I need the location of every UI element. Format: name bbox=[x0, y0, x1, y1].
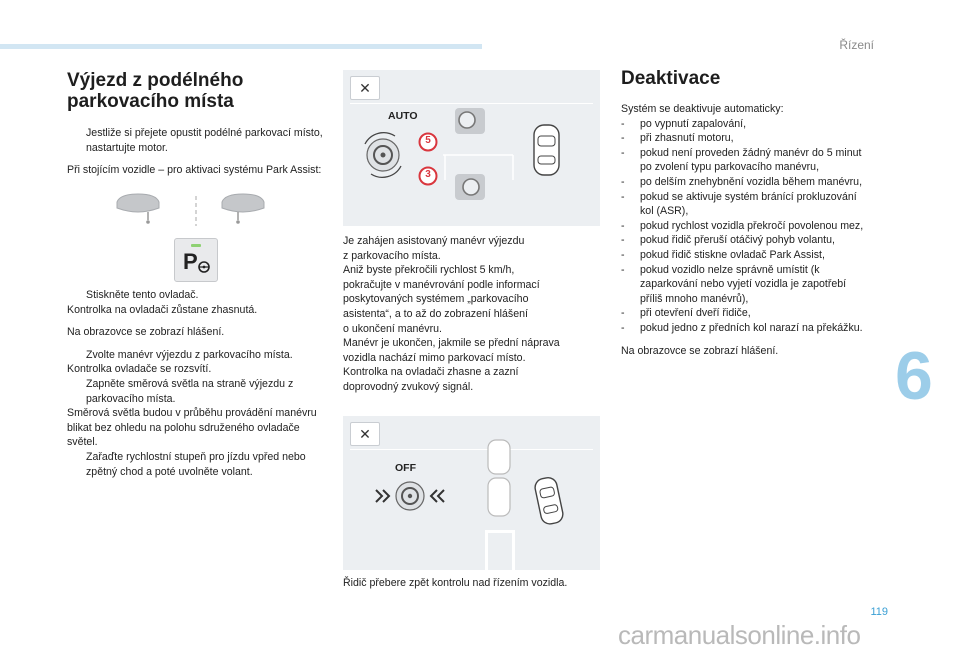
close-icon: ✕ bbox=[350, 76, 380, 100]
note-message: Na obrazovce se zobrazí hlášení. bbox=[67, 326, 225, 339]
deactivation-outro: Na obrazovce se zobrazí hlášení. bbox=[621, 344, 779, 357]
list-item: - pokud řidič přeruší otáčivý pohyb volantu, bbox=[621, 234, 835, 247]
list-item: - při otevření dveří řidiče, bbox=[621, 307, 751, 320]
park-assist-button bbox=[174, 238, 218, 282]
chapter-number: 6 bbox=[895, 338, 933, 414]
chapter-title: Řízení bbox=[839, 38, 874, 52]
section-title bbox=[67, 70, 327, 112]
middle-text: Je zahájen asistovaný manévr výjezdu z parkovacího místa. Aniž byste překročili rychlost 5 km/h, pokračujte v manévrování podle informací poskytovaných systémem „parkovacího asistenta“, a to až do zobrazení hlášení o ukončení manévru. Manévr je ukončen, jakmile se přední náprava vozidla nachází mimo parkovací místo. Kontrolka na ovladači zhasne a zazní doprovodný zvukový signál. bbox=[343, 235, 560, 393]
park-assist-label: P bbox=[183, 249, 198, 274]
steering-wheel-left-icon bbox=[117, 194, 159, 224]
maneuver-off-diagram bbox=[343, 416, 600, 570]
steering-wheels-illustration bbox=[112, 188, 282, 230]
list-item: - pokud vozidlo nelze správně umístit (k zaparkování nebo vyjetí vozidla je zapotřebí příliš mnoho manévrů), bbox=[621, 263, 847, 305]
steering-wheel-right-icon bbox=[222, 194, 264, 224]
deactivation-title: Deaktivace bbox=[621, 68, 721, 89]
list-item: - pokud řidič stiskne ovladač Park Assist, bbox=[621, 248, 825, 261]
list-item: - při zhasnutí motoru, bbox=[621, 132, 734, 145]
steering-wheel-icon bbox=[198, 261, 210, 273]
mode-auto-label: AUTO bbox=[388, 110, 418, 122]
note-light-on: Kontrolka ovladače se rozsvítí. bbox=[67, 363, 212, 376]
list-item: - pokud jedno z předních kol narazí na překážku. bbox=[621, 321, 863, 334]
watermark: carmanualsonline.info bbox=[618, 620, 861, 650]
instruction-start-engine: Jestliže si přejete opustit podélné parkovací místo, nastartujte motor. bbox=[86, 127, 323, 154]
list-item: - po delším znehybnění vozidla během manévru, bbox=[621, 175, 863, 188]
header-bar bbox=[0, 44, 482, 49]
screen-auto-panel bbox=[343, 70, 600, 226]
step-5-badge: 5 bbox=[425, 135, 431, 146]
driver-takes-control-caption: Řidič přebere zpět kontrolu nad řízením vozidla. bbox=[343, 577, 568, 589]
maneuver-auto-diagram bbox=[343, 70, 600, 226]
note-indicators: Směrová světla budou v průběhu provádění manévru blikat bez ohledu na polohu sdruženého ovladače světel. bbox=[67, 407, 317, 449]
mode-off-label: OFF bbox=[395, 462, 416, 474]
instruction-indicators: Zapněte směrová světla na straně výjezdu z parkovacího místa. bbox=[86, 377, 294, 405]
instruction-press-button: Stiskněte tento ovladač. bbox=[86, 289, 199, 301]
left-instructions bbox=[67, 288, 329, 479]
deactivation-intro: Systém se deaktivuje automaticky: bbox=[621, 103, 784, 115]
right-column bbox=[621, 68, 871, 358]
screen-off-panel bbox=[343, 416, 600, 570]
instruction-select-gear: Zařaďte rychlostní stupeň pro jízdu vpřed nebo zpětný chod a poté uvolněte volant. bbox=[86, 450, 306, 478]
instruction-activation: Při stojícím vozidle – pro aktivaci systému Park Assist: bbox=[67, 164, 322, 177]
section-title-line2: parkovacího místa bbox=[67, 91, 234, 112]
left-column bbox=[67, 70, 327, 178]
section-title-line1: Výjezd z podélného bbox=[67, 70, 244, 91]
list-item: - pokud se aktivuje systém bránící prokluzování kol (ASR), bbox=[621, 190, 857, 218]
list-item: - pokud není proveden žádný manévr do 5 minut po zvolení typu parkovacího manévru, bbox=[621, 146, 862, 174]
indicator-light bbox=[191, 244, 201, 247]
close-icon: ✕ bbox=[350, 422, 380, 446]
instruction-select-maneuver: Zvolte manévr výjezdu z parkovacího místa. bbox=[86, 348, 293, 361]
list-item: - po vypnutí zapalování, bbox=[621, 117, 747, 130]
step-3-badge: 3 bbox=[425, 169, 431, 180]
note-light-off: Kontrolka na ovladači zůstane zhasnutá. bbox=[67, 303, 258, 316]
list-item: - pokud rychlost vozidla překročí povolenou mez, bbox=[621, 219, 864, 232]
page-number: 119 bbox=[870, 606, 888, 618]
